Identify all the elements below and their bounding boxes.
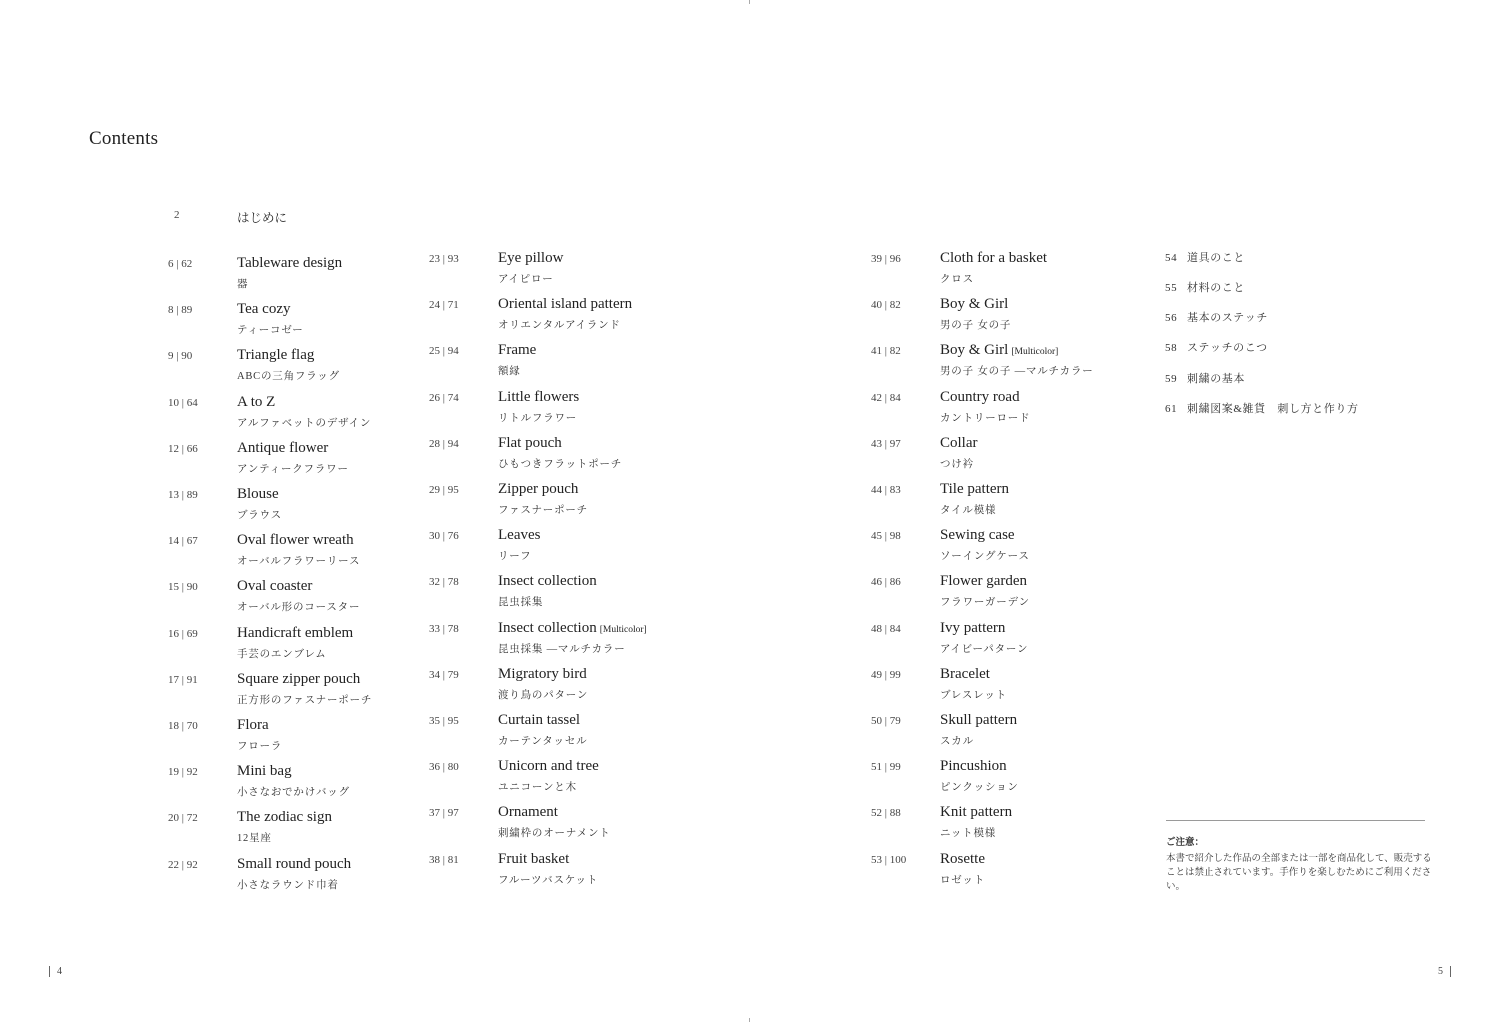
misc-entry [1165, 279, 1245, 295]
entry-page-numbers: 16 | 69 [168, 628, 198, 640]
contents-entry [168, 625, 428, 667]
contents-entry [871, 758, 1131, 800]
contents-entry [429, 435, 689, 477]
entry-page-numbers: 10 | 64 [168, 397, 198, 409]
entry-japanese-title: オーバル形のコースター [237, 602, 361, 613]
crop-mark-top [749, 0, 750, 4]
entry-japanese-title: カントリーロード [940, 413, 1031, 424]
entry-title [498, 712, 580, 729]
entry-page-numbers: 12 | 66 [168, 443, 198, 455]
contents-entry [168, 532, 428, 574]
entry-page-numbers: 22 | 92 [168, 859, 198, 871]
contents-entry [429, 527, 689, 569]
entry-title-text: Oval flower wreath [237, 532, 354, 548]
entry-japanese-title: ABCの三角フラッグ [237, 371, 340, 382]
entry-title-text: A to Z [237, 394, 276, 410]
entry-title-text: Knit pattern [940, 804, 1013, 820]
entry-title [498, 527, 540, 544]
entry-title [940, 481, 1009, 498]
contents-entry [871, 712, 1131, 754]
intro-label: はじめに [237, 211, 288, 225]
contents-entry [871, 250, 1131, 292]
contents-entry [871, 804, 1131, 846]
entry-page-numbers: 46 | 86 [871, 576, 901, 588]
entry-title-text: Curtain tassel [498, 712, 581, 728]
entry-japanese-title: ファスナーポーチ [498, 505, 588, 516]
entry-japanese-title: ソーイングケース [940, 551, 1030, 562]
misc-entry-page: 58 [1165, 342, 1178, 354]
entry-page-numbers: 33 | 78 [429, 623, 459, 635]
contents-entry [168, 347, 428, 389]
contents-entry [168, 717, 428, 759]
entry-japanese-title: 男の子 女の子 —マルチカラー [940, 366, 1094, 377]
entry-page-numbers: 20 | 72 [168, 812, 198, 824]
entry-title-text: The zodiac sign [237, 809, 332, 825]
misc-entry-label: 基本のステッチ [1187, 312, 1268, 324]
entry-title-text: Flora [237, 717, 269, 733]
intro-page: 2 [174, 209, 180, 221]
entry-page-numbers: 25 | 94 [429, 345, 459, 357]
entry-page-numbers: 17 | 91 [168, 674, 198, 686]
entry-title [498, 296, 632, 313]
misc-entry-label: 刺繍図案&雑貨 刺し方と作り方 [1187, 403, 1359, 415]
contents-entry [429, 389, 689, 431]
entry-title [940, 435, 978, 452]
entry-title-text: Ornament [498, 804, 558, 820]
entry-japanese-title: 渡り鳥のパターン [498, 690, 589, 701]
contents-entry [168, 809, 428, 851]
entry-title [498, 573, 597, 590]
entry-title [237, 301, 291, 318]
entry-page-numbers: 9 | 90 [168, 350, 193, 362]
contents-entry [429, 804, 689, 846]
entry-page-numbers: 41 | 82 [871, 345, 901, 357]
contents-entry [168, 578, 428, 620]
entry-page-numbers: 48 | 84 [871, 623, 901, 635]
entry-page-numbers: 45 | 98 [871, 530, 901, 542]
entry-title [940, 250, 1047, 267]
folio-left [42, 966, 62, 977]
entry-page-numbers: 15 | 90 [168, 581, 198, 593]
entry-page-numbers: 39 | 96 [871, 253, 901, 265]
entry-title-text: Flat pouch [498, 435, 562, 451]
entry-page-numbers: 32 | 78 [429, 576, 459, 588]
entry-japanese-title: ユニコーンと木 [498, 782, 577, 793]
contents-entry [168, 394, 428, 436]
entry-japanese-title: ピンクッション [940, 782, 1019, 793]
entry-japanese-title: フルーツバスケット [498, 875, 599, 886]
entry-japanese-title: 男の子 女の子 [940, 320, 1012, 331]
note-heading: ご注意： [1166, 838, 1205, 848]
entry-japanese-title: ブレスレット [940, 690, 1007, 701]
contents-entry [429, 342, 689, 384]
entry-title-text: Rosette [940, 851, 985, 867]
entry-title [237, 578, 312, 595]
misc-entry [1165, 249, 1245, 265]
entry-japanese-title: ニット模様 [940, 828, 997, 839]
entry-title-text: Boy & Girl [940, 342, 1009, 358]
entry-title [940, 573, 1027, 590]
entry-title-text: Country road [940, 389, 1020, 405]
entry-japanese-title: アイピロー [498, 274, 554, 285]
contents-entry [429, 758, 689, 800]
misc-entry-label: 材料のこと [1187, 282, 1245, 294]
entry-title-text: Migratory bird [498, 666, 587, 682]
entry-title [237, 394, 275, 411]
entry-page-numbers: 43 | 97 [871, 438, 901, 450]
entry-japanese-title: 刺繍枠のオーナメント [498, 828, 611, 839]
entry-title [940, 389, 1020, 406]
entry-japanese-title: 昆虫採集 [498, 597, 544, 608]
misc-entry [1165, 400, 1359, 416]
contents-entry [871, 527, 1131, 569]
entry-japanese-title: 小さなラウンド巾着 [237, 880, 339, 891]
contents-entry [871, 342, 1131, 384]
entry-title [498, 851, 569, 868]
contents-entry [429, 250, 689, 292]
entry-japanese-title: リトルフラワー [498, 413, 578, 424]
entry-japanese-title: 正方形のファスナーポーチ [237, 695, 373, 706]
entry-page-numbers: 6 | 62 [168, 258, 193, 270]
contents-entry [168, 671, 428, 713]
entry-title [237, 856, 351, 873]
entry-title [237, 532, 354, 549]
contents-entry [429, 620, 689, 662]
contents-entry [429, 481, 689, 523]
entry-page-numbers: 13 | 89 [168, 489, 198, 501]
entry-title-text: Sewing case [940, 527, 1015, 543]
note-body: 本書で紹介した作品の全部または一部を商品化して、販売することは禁止されています。手作りを楽しむためにご利用ください。 [1166, 854, 1432, 892]
entry-page-numbers: 35 | 95 [429, 715, 459, 727]
entry-japanese-title: タイル模様 [940, 505, 997, 516]
contents-entry [429, 573, 689, 615]
entry-page-numbers: 26 | 74 [429, 392, 459, 404]
entry-page-numbers: 36 | 80 [429, 761, 459, 773]
contents-entry [871, 851, 1131, 893]
entry-japanese-title: ブラウス [237, 510, 282, 521]
folio-right [1438, 966, 1458, 977]
entry-page-numbers: 34 | 79 [429, 669, 459, 681]
entry-title [498, 666, 587, 683]
entry-japanese-title: アンティークフラワー [237, 464, 349, 475]
entry-japanese-title: オーバルフラワーリース [237, 556, 361, 567]
entry-page-numbers: 19 | 92 [168, 766, 198, 778]
entry-title [498, 758, 599, 775]
entry-japanese-title: アイビーパターン [940, 644, 1029, 655]
entry-title-text: Insect collection [498, 620, 597, 636]
contents-entry [429, 296, 689, 338]
entry-japanese-title: リーフ [498, 551, 532, 562]
entry-title [237, 347, 314, 364]
entry-title-text: Boy & Girl [940, 296, 1009, 312]
misc-entry-page: 56 [1165, 312, 1178, 324]
misc-entry [1165, 309, 1268, 325]
entry-title-text: Bracelet [940, 666, 990, 682]
entry-page-numbers: 18 | 70 [168, 720, 198, 732]
entry-japanese-title: アルファベットのデザイン [237, 418, 372, 429]
entry-title-text: Triangle flag [237, 347, 315, 363]
entry-title-text: Cloth for a basket [940, 250, 1048, 266]
entry-title-text: Small round pouch [237, 856, 352, 872]
entry-page-numbers: 44 | 83 [871, 484, 901, 496]
misc-entry-label: ステッチのこつ [1187, 342, 1268, 354]
entry-title-text: Antique flower [237, 440, 329, 456]
misc-entry-page: 61 [1165, 403, 1178, 415]
contents-entry [871, 666, 1131, 708]
entry-title [237, 717, 269, 734]
entry-page-numbers: 50 | 79 [871, 715, 901, 727]
contents-entry [168, 763, 428, 805]
contents-entry [429, 851, 689, 893]
entry-title [940, 296, 1008, 313]
entry-japanese-title: つけ衿 [940, 459, 974, 470]
contents-entry [871, 296, 1131, 338]
entry-page-numbers: 14 | 67 [168, 535, 198, 547]
entry-page-numbers: 24 | 71 [429, 299, 459, 311]
entry-title-text: Frame [498, 342, 537, 358]
entry-title-text: Blouse [237, 486, 279, 502]
entry-page-numbers: 51 | 99 [871, 761, 901, 773]
entry-page-numbers: 23 | 93 [429, 253, 459, 265]
entry-page-numbers: 8 | 89 [168, 304, 193, 316]
entry-page-numbers: 42 | 84 [871, 392, 901, 404]
misc-entry-label: 道具のこと [1187, 252, 1245, 264]
entry-title [940, 804, 1012, 821]
entry-title [237, 625, 353, 642]
entry-title [940, 666, 990, 683]
folio-left-number: 4 [57, 966, 62, 977]
entry-page-numbers: 40 | 82 [871, 299, 901, 311]
entry-title [498, 389, 579, 406]
misc-entry [1165, 339, 1268, 355]
entry-title-text: Eye pillow [498, 250, 564, 266]
entry-japanese-title: ロゼット [940, 875, 985, 886]
contents-entry [168, 856, 428, 898]
misc-entry [1165, 370, 1245, 386]
entry-title-text: Zipper pouch [498, 481, 579, 497]
crop-mark-bottom [749, 1018, 750, 1022]
contents-entry [168, 486, 428, 528]
entry-title [498, 620, 647, 637]
contents-entry [168, 255, 428, 297]
entry-title-text: Mini bag [237, 763, 292, 779]
contents-entry [871, 481, 1131, 523]
contents-entry [871, 389, 1131, 431]
folio-bar [49, 966, 50, 977]
entry-title-text: Square zipper pouch [237, 671, 361, 687]
entry-title-text: Pincushion [940, 758, 1007, 774]
contents-entry [429, 666, 689, 708]
entry-title-text: Oriental island pattern [498, 296, 633, 312]
entry-title [498, 481, 578, 498]
misc-entry-label: 刺繍の基本 [1187, 373, 1245, 385]
entry-title-text: Oval coaster [237, 578, 313, 594]
entry-title [940, 758, 1007, 775]
entry-title-text: Flower garden [940, 573, 1028, 589]
entry-title [237, 809, 332, 826]
misc-entry-page: 59 [1165, 373, 1178, 385]
entry-title-text: Leaves [498, 527, 541, 543]
entry-title [498, 342, 536, 359]
entry-title [237, 763, 292, 780]
contents-entry [429, 712, 689, 754]
entry-page-numbers: 37 | 97 [429, 807, 459, 819]
entry-title-text: Tile pattern [940, 481, 1010, 497]
entry-page-numbers: 28 | 94 [429, 438, 459, 450]
entry-variant-tag: [Multicolor] [599, 625, 647, 635]
entry-title-text: Fruit basket [498, 851, 570, 867]
contents-entry [168, 440, 428, 482]
entry-title-text: Little flowers [498, 389, 580, 405]
entry-japanese-title: ティーコゼー [237, 325, 304, 336]
entry-japanese-title: ひもつきフラットポーチ [498, 459, 623, 470]
entry-title [237, 255, 342, 272]
entry-japanese-title: 12星座 [237, 833, 272, 844]
entry-japanese-title: 器 [237, 279, 249, 290]
entry-page-numbers: 38 | 81 [429, 854, 459, 866]
entry-title [237, 486, 279, 503]
entry-japanese-title: 手芸のエンブレム [237, 649, 327, 660]
entry-japanese-title: フローラ [237, 741, 283, 752]
entry-japanese-title: フラワーガーデン [940, 597, 1030, 608]
contents-entry [871, 573, 1131, 615]
entry-variant-tag: [Multicolor] [1011, 347, 1059, 357]
entry-title [940, 851, 985, 868]
contents-entry [168, 301, 428, 343]
entry-page-numbers: 30 | 76 [429, 530, 459, 542]
contents-entry [871, 620, 1131, 662]
misc-entry-page: 54 [1165, 252, 1178, 264]
entry-title-text: Collar [940, 435, 978, 451]
entry-page-numbers: 52 | 88 [871, 807, 901, 819]
folio-right-number: 5 [1438, 966, 1443, 977]
entry-japanese-title: オリエンタルアイランド [498, 320, 621, 331]
entry-title [237, 440, 328, 457]
page-title: Contents [89, 128, 159, 149]
entry-japanese-title: 小さなおでかけバッグ [237, 787, 350, 798]
entry-title [237, 671, 360, 688]
entry-title [940, 342, 1058, 359]
entry-title-text: Unicorn and tree [498, 758, 599, 774]
entry-title [940, 712, 1017, 729]
entry-page-numbers: 53 | 100 [871, 854, 907, 866]
entry-japanese-title: クロス [940, 274, 974, 285]
entry-page-numbers: 49 | 99 [871, 669, 901, 681]
folio-bar [1450, 966, 1451, 977]
entry-title-text: Tea cozy [237, 301, 291, 317]
entry-title-text: Ivy pattern [940, 620, 1006, 636]
entry-japanese-title: スカル [940, 736, 974, 747]
misc-entry-page: 55 [1165, 282, 1178, 294]
entry-japanese-title: 昆虫採集 —マルチカラー [498, 644, 626, 655]
entry-title-text: Skull pattern [940, 712, 1018, 728]
entry-title-text: Tableware design [237, 255, 343, 271]
entry-title [498, 250, 563, 267]
entry-title [940, 620, 1005, 637]
entry-title [498, 435, 562, 452]
entry-page-numbers: 29 | 95 [429, 484, 459, 496]
entry-title [498, 804, 558, 821]
contents-entry [871, 435, 1131, 477]
entry-japanese-title: カーテンタッセル [498, 736, 588, 747]
entry-title [940, 527, 1015, 544]
entry-japanese-title: 額縁 [498, 366, 521, 377]
entry-title-text: Handicraft emblem [237, 625, 354, 641]
entry-title-text: Insect collection [498, 573, 597, 589]
note-divider [1166, 820, 1425, 821]
